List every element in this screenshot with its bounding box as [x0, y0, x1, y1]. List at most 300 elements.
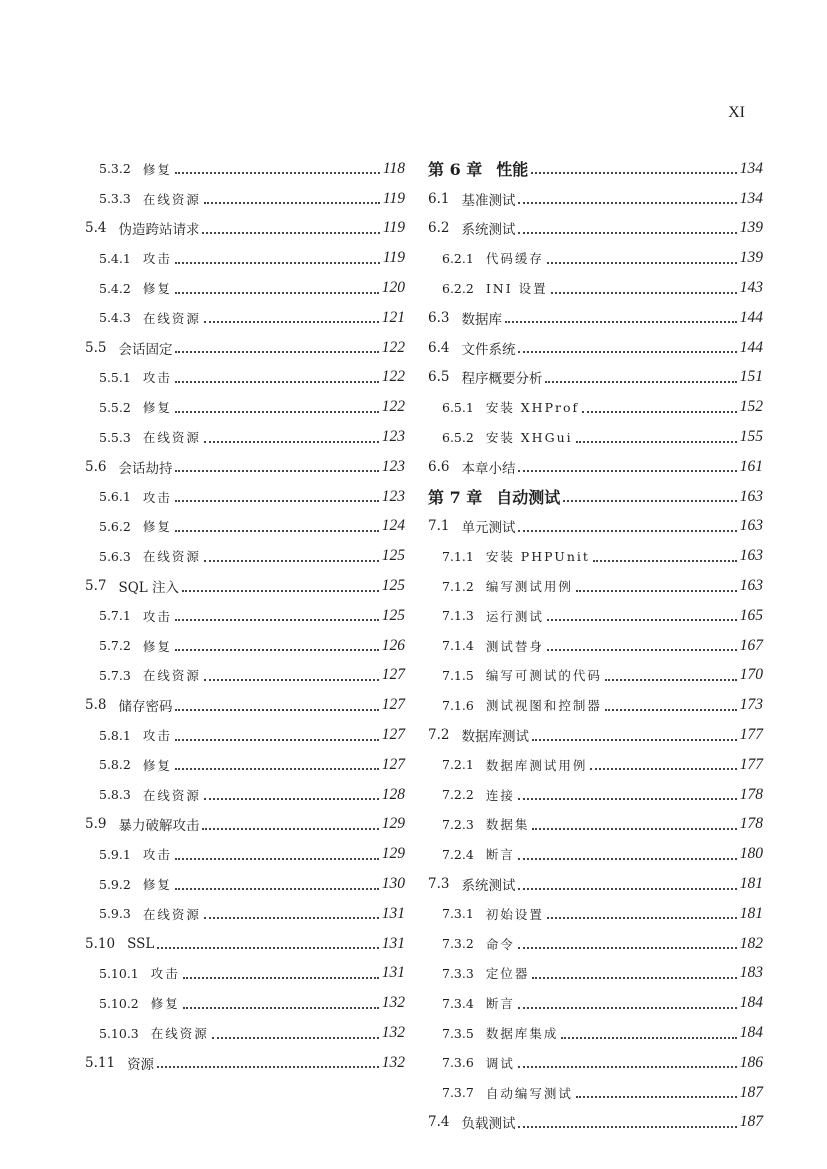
toc-entry-page: 139 — [739, 249, 763, 267]
toc-entry-number: 7.3.4 — [442, 995, 474, 1011]
toc-entry-number: 5.3.2 — [99, 161, 131, 177]
dot-leader — [576, 1095, 737, 1098]
toc-entry-title: 基准测试 — [461, 192, 516, 209]
toc-entry — [428, 661, 763, 691]
toc-entry-title: 攻击 — [142, 370, 172, 386]
toc-entry-title: 攻击 — [142, 489, 172, 505]
toc-entry-page: 170 — [739, 666, 763, 684]
toc-entry-number: 7.2.2 — [442, 787, 474, 803]
toc-entry-title: 修复 — [142, 757, 172, 773]
toc-entry-number: 7.2.1 — [442, 757, 474, 773]
toc-entry — [428, 899, 763, 929]
toc-entry-number: 7.2.3 — [442, 816, 474, 832]
toc-entry — [85, 154, 405, 184]
dot-leader — [576, 440, 737, 443]
toc-entry — [428, 839, 763, 869]
toc-entry-number: 5.9.2 — [99, 876, 131, 892]
toc-entry-page: 128 — [381, 785, 405, 803]
toc-entry-title: 自动编写测试 — [485, 1085, 573, 1101]
toc-entry-number: 5.7 — [85, 578, 107, 595]
toc-entry-title: 修复 — [142, 281, 172, 297]
dot-leader — [204, 201, 380, 204]
toc-entry-page: 182 — [739, 934, 763, 952]
toc-entry-title: INI 设置 — [485, 281, 548, 297]
toc-entry — [428, 601, 763, 631]
toc-entry-title: 本章小结 — [461, 460, 516, 477]
toc-entry-number: 7.4 — [428, 1114, 450, 1131]
toc-entry-title: SSL — [127, 935, 155, 952]
toc-entry-title: 储存密码 — [118, 699, 173, 716]
dot-leader — [531, 171, 736, 174]
toc-entry-page: 119 — [382, 189, 405, 207]
toc-entry-page: 127 — [381, 755, 405, 773]
toc-entry — [85, 482, 405, 512]
dot-leader — [202, 231, 379, 234]
toc-entry-page: 125 — [381, 547, 405, 565]
toc-entry-number: 5.8.3 — [99, 787, 131, 803]
toc-entry — [428, 631, 763, 661]
toc-entry-number: 7.1.6 — [442, 697, 474, 713]
toc-entry-page: 132 — [381, 994, 405, 1012]
toc-entry — [428, 184, 763, 214]
toc-entry-number: 6.2.2 — [442, 280, 474, 296]
toc-entry — [428, 1048, 763, 1078]
toc-entry-number: 5.3.3 — [99, 191, 131, 207]
toc-entry-number: 5.5.2 — [99, 399, 131, 415]
dot-leader — [175, 708, 378, 711]
toc-entry-page: 131 — [381, 904, 405, 922]
toc-entry-number: 5.6.3 — [99, 548, 131, 564]
toc-entry-number: 5.7.2 — [99, 638, 131, 654]
dot-leader — [551, 291, 737, 294]
toc-entry-number: 5.11 — [85, 1054, 116, 1071]
dot-leader — [204, 559, 379, 562]
toc-entry — [85, 810, 405, 840]
toc-entry-title: 修复 — [142, 519, 172, 535]
toc-entry-title: 修复 — [142, 400, 172, 416]
toc-entry — [428, 392, 763, 422]
toc-entry — [85, 243, 405, 273]
toc-entry — [428, 541, 763, 571]
toc-entry-page: 119 — [382, 249, 405, 267]
toc-entry-number: 7.1.1 — [442, 548, 474, 564]
toc-entry-page: 123 — [381, 428, 405, 446]
dot-leader — [175, 857, 379, 860]
toc-entry — [85, 333, 405, 363]
toc-entry-number: 5.9.3 — [99, 906, 131, 922]
dot-leader — [518, 887, 736, 890]
toc-entry-title: 单元测试 — [461, 520, 516, 537]
toc-entry-page: 134 — [739, 189, 763, 207]
toc-entry — [85, 959, 405, 989]
toc-entry — [428, 303, 763, 333]
dot-leader — [204, 320, 379, 323]
toc-entry-title: 断言 — [485, 996, 515, 1012]
toc-entry — [428, 1018, 763, 1048]
dot-leader — [175, 469, 378, 472]
toc-entry — [85, 929, 405, 959]
toc-entry-number: 5.5.1 — [99, 369, 131, 385]
toc-entry-page: 177 — [739, 755, 763, 773]
dot-leader — [518, 1125, 736, 1128]
dot-leader — [532, 976, 736, 979]
toc-entry-title: 系统测试 — [461, 222, 516, 239]
toc-entry-page: 122 — [381, 338, 405, 356]
toc-entry-page: 177 — [739, 726, 763, 744]
toc-entry-page: 130 — [381, 875, 405, 893]
dot-leader — [175, 529, 379, 532]
dot-leader — [593, 559, 737, 562]
toc-entry-page: 124 — [381, 517, 405, 535]
dot-leader — [204, 440, 379, 443]
toc-chapter-entry — [428, 154, 763, 184]
toc-entry-number: 5.4 — [85, 220, 107, 237]
toc-entry-page: 167 — [739, 636, 763, 654]
toc-entry-number: 6.2.1 — [442, 250, 474, 266]
dot-leader — [518, 857, 737, 860]
toc-entry-page: 152 — [739, 398, 763, 416]
toc-entry-title: 数据库测试 — [461, 729, 529, 746]
toc-entry-title: 修复 — [142, 161, 172, 177]
toc-entry-title: 测试替身 — [485, 638, 544, 654]
dot-leader — [518, 797, 737, 800]
toc-entry-title: SQL 注入 — [118, 580, 180, 597]
dot-leader — [175, 171, 380, 174]
toc-entry-title: 会话固定 — [118, 341, 173, 358]
toc-entry — [85, 214, 405, 244]
toc-entry — [85, 869, 405, 899]
toc-entry — [85, 512, 405, 542]
toc-entry-title: 修复 — [142, 638, 172, 654]
toc-entry — [85, 363, 405, 393]
toc-entry-page: 178 — [739, 815, 763, 833]
dot-leader — [175, 767, 379, 770]
toc-entry — [428, 750, 763, 780]
toc-entry-page: 163 — [739, 577, 763, 595]
toc-entry — [85, 899, 405, 929]
toc-entry-number: 7.1.4 — [442, 638, 474, 654]
toc-entry-page: 183 — [739, 964, 763, 982]
toc-entry-title: 负载测试 — [461, 1116, 516, 1133]
toc-entry-page: 161 — [739, 457, 763, 475]
toc-entry-title: 命令 — [485, 936, 515, 952]
toc-entry-page: 127 — [381, 726, 405, 744]
dot-leader — [175, 261, 380, 264]
toc-entry — [428, 959, 763, 989]
toc-entry-number: 7.3.5 — [442, 1025, 474, 1041]
toc-entry-number: 5.10.1 — [99, 965, 139, 981]
toc-entry-title: 在线资源 — [142, 191, 201, 207]
dot-leader — [518, 1006, 737, 1009]
toc-entry — [85, 422, 405, 452]
toc-entry-title: 数据库集成 — [485, 1026, 559, 1041]
toc-entry-number: 6.3 — [428, 309, 450, 326]
toc-entry-number: 5.10.2 — [99, 995, 139, 1011]
toc-entry-title: 会话劫持 — [118, 460, 173, 477]
page-number: XI — [728, 104, 745, 121]
toc-left-column — [85, 154, 405, 1078]
toc-entry-number: 5.8.2 — [99, 757, 131, 773]
dot-leader — [576, 589, 737, 592]
toc-entry-number: 7.3.2 — [442, 936, 474, 952]
dot-leader — [175, 350, 378, 353]
toc-entry-page: 187 — [739, 1113, 763, 1131]
toc-entry — [428, 869, 763, 899]
toc-entry-number: 7.1 — [428, 518, 450, 535]
toc-entry-number: 7.1.2 — [442, 578, 474, 594]
toc-entry-number: 第 7 章 — [428, 488, 483, 508]
toc-entry-number: 5.5 — [85, 339, 107, 356]
toc-entry-title: 在线资源 — [142, 430, 201, 446]
toc-entry-number: 5.8.1 — [99, 727, 131, 743]
toc-entry-title: 伪造跨站请求 — [118, 222, 200, 239]
toc-entry-number: 6.5.2 — [442, 429, 474, 445]
dot-leader — [183, 1006, 379, 1009]
dot-leader — [518, 946, 737, 949]
dot-leader — [175, 887, 379, 890]
toc-entry-number: 7.3.1 — [442, 906, 474, 922]
toc-entry-title: 编写可测试的代码 — [485, 668, 602, 684]
toc-entry-page: 155 — [739, 428, 763, 446]
dot-leader — [563, 499, 736, 502]
toc-entry-number: 5.6.2 — [99, 518, 131, 534]
toc-entry-page: 144 — [739, 308, 763, 326]
toc-entry-title: 性能 — [496, 160, 529, 180]
toc-entry — [85, 780, 405, 810]
toc-entry-page: 163 — [739, 517, 763, 535]
toc-entry — [428, 571, 763, 601]
toc-entry-title: 编写测试用例 — [485, 579, 573, 595]
toc-entry-page: 181 — [739, 875, 763, 893]
dot-leader — [532, 827, 736, 830]
toc-entry — [85, 541, 405, 571]
dot-leader — [175, 648, 379, 651]
toc-entry-number: 5.9 — [85, 816, 107, 833]
dot-leader — [605, 708, 737, 711]
toc-entry-title: 初始设置 — [485, 906, 544, 922]
dot-leader — [518, 231, 736, 234]
dot-leader — [605, 678, 737, 681]
toc-entry-title: 在线资源 — [142, 668, 201, 684]
toc-entry-page: 121 — [381, 308, 405, 326]
toc-entry-title: 程序概要分析 — [461, 371, 543, 388]
toc-entry-page: 139 — [739, 219, 763, 237]
toc-entry — [85, 661, 405, 691]
toc-entry-number: 5.7.3 — [99, 667, 131, 683]
toc-entry — [428, 988, 763, 1018]
toc-entry-number: 6.1 — [428, 190, 450, 207]
toc-entry-page: 123 — [381, 457, 405, 475]
toc-entry-page: 163 — [739, 547, 763, 565]
toc-entry-page: 123 — [381, 487, 405, 505]
toc-entry-title: 在线资源 — [142, 787, 201, 803]
dot-leader — [547, 648, 737, 651]
toc-chapter-entry — [428, 482, 763, 512]
toc-entry — [85, 601, 405, 631]
toc-entry — [428, 810, 763, 840]
toc-entry-page: 173 — [739, 696, 763, 714]
toc-entry-page: 132 — [381, 1024, 405, 1041]
toc-entry — [428, 780, 763, 810]
toc-entry-number: 6.4 — [428, 339, 450, 356]
toc-entry-number: 5.6 — [85, 458, 107, 475]
toc-entry — [85, 631, 405, 661]
toc-entry-title: 自动测试 — [496, 488, 561, 508]
toc-entry — [428, 363, 763, 393]
toc-entry-number: 第 6 章 — [428, 160, 483, 180]
toc-entry-title: 攻击 — [142, 728, 172, 744]
toc-entry — [85, 392, 405, 422]
toc-entry-title: 资源 — [127, 1056, 155, 1073]
toc-entry-title: 连接 — [485, 787, 515, 803]
toc-entry — [428, 720, 763, 750]
dot-leader — [518, 469, 736, 472]
toc-entry — [428, 214, 763, 244]
dot-leader — [547, 916, 737, 919]
toc-entry-title: 修复 — [142, 877, 172, 893]
dot-leader — [547, 618, 737, 621]
toc-entry — [428, 690, 763, 720]
dot-leader — [175, 410, 379, 413]
dot-leader — [183, 976, 379, 979]
toc-entry-page: 180 — [739, 845, 763, 863]
toc-entry-page: 125 — [381, 577, 405, 595]
dot-leader — [518, 1065, 737, 1068]
dot-leader — [545, 380, 736, 383]
toc-entry — [85, 273, 405, 303]
toc-entry — [85, 452, 405, 482]
toc-entry — [85, 750, 405, 780]
toc-entry-page: 125 — [381, 606, 405, 624]
toc-entry-page: 134 — [739, 159, 763, 177]
toc-entry-number: 7.1.5 — [442, 667, 474, 683]
dot-leader — [518, 529, 736, 532]
toc-entry-page: 184 — [739, 994, 763, 1012]
dot-leader — [157, 1065, 379, 1068]
toc-entry — [85, 839, 405, 869]
toc-entry-number: 6.5.1 — [442, 399, 474, 415]
toc-entry — [428, 1108, 763, 1138]
toc-entry — [85, 988, 405, 1018]
dot-leader — [175, 499, 379, 502]
toc-entry — [428, 333, 763, 363]
dot-leader — [204, 678, 379, 681]
toc-entry-number: 7.3.7 — [442, 1085, 474, 1101]
toc-entry-number: 7.3 — [428, 876, 450, 893]
toc-entry-number: 5.9.1 — [99, 846, 131, 862]
toc-entry-number: 7.3.6 — [442, 1055, 474, 1071]
toc-entry — [85, 690, 405, 720]
toc-entry-title: 运行测试 — [485, 608, 544, 624]
dot-leader — [182, 589, 379, 592]
toc-entry-title: 系统测试 — [461, 878, 516, 895]
toc-entry-title: 攻击 — [142, 251, 172, 267]
toc-entry — [428, 1078, 763, 1108]
toc-entry-page: 131 — [381, 934, 405, 952]
dot-leader — [175, 291, 379, 294]
toc-entry-number: 6.2 — [428, 220, 450, 237]
toc-entry-page: 151 — [739, 368, 763, 386]
dot-leader — [582, 410, 737, 413]
toc-entry-number: 6.5 — [428, 369, 450, 386]
toc-entry-title: 代码缓存 — [485, 251, 544, 267]
toc-entry — [428, 422, 763, 452]
toc-entry-title: 攻击 — [142, 608, 172, 624]
dot-leader — [212, 1036, 379, 1039]
dot-leader — [204, 916, 379, 919]
toc-entry-page: 178 — [739, 785, 763, 803]
dot-leader — [590, 767, 736, 770]
toc-entry — [85, 184, 405, 214]
toc-entry-title: 在线资源 — [142, 906, 201, 922]
toc-entry-title: 测试视图和控制器 — [485, 698, 602, 714]
toc-entry-title: 安装 XHProf — [485, 400, 580, 416]
toc-entry-title: 调试 — [485, 1055, 515, 1071]
toc-entry-page: 119 — [382, 219, 405, 237]
toc-entry-number: 5.6.1 — [99, 489, 131, 505]
toc-entry-number: 5.10.3 — [99, 1025, 139, 1041]
dot-leader — [175, 738, 379, 741]
toc-entry-page: 129 — [381, 815, 405, 833]
toc-entry — [85, 720, 405, 750]
toc-entry-title: 数据库 — [461, 311, 502, 328]
toc-entry — [428, 243, 763, 273]
dot-leader — [547, 261, 737, 264]
toc-entry-title: 安装 XHGui — [485, 430, 573, 446]
toc-entry-title: 在线资源 — [142, 310, 201, 326]
toc-entry — [85, 571, 405, 601]
toc-entry-title: 在线资源 — [150, 1026, 209, 1041]
toc-entry-page: 181 — [739, 904, 763, 922]
toc-entry-page: 126 — [381, 636, 405, 654]
toc-entry-title: 数据库测试用例 — [485, 757, 588, 773]
dot-leader — [505, 320, 737, 323]
dot-leader — [518, 201, 736, 204]
toc-entry — [428, 929, 763, 959]
dot-leader — [202, 827, 378, 830]
toc-entry-page: 187 — [739, 1083, 763, 1101]
toc-entry-page: 143 — [739, 279, 763, 297]
toc-entry-title: 攻击 — [150, 966, 180, 982]
toc-entry-title: 定位器 — [485, 966, 530, 982]
dot-leader — [175, 380, 379, 383]
toc-entry-page: 127 — [381, 696, 405, 714]
toc-entry-title: 在线资源 — [142, 549, 201, 565]
toc-entry-title: 安装 PHPUnit — [485, 549, 590, 565]
dot-leader — [175, 618, 379, 621]
toc-entry-number: 5.10 — [85, 935, 116, 952]
toc-entry-page: 118 — [382, 159, 405, 177]
toc-entry-page: 122 — [381, 398, 405, 416]
toc-entry-title: 修复 — [150, 996, 180, 1012]
toc-entry-page: 120 — [381, 279, 405, 297]
toc-entry-number: 7.2 — [428, 727, 450, 744]
toc-entry-page: 127 — [381, 666, 405, 684]
dot-leader — [157, 946, 378, 949]
toc-entry-page: 132 — [381, 1053, 405, 1071]
toc-entry — [85, 1018, 405, 1048]
toc-entry-number: 5.4.3 — [99, 310, 131, 326]
toc-entry-page: 186 — [739, 1053, 763, 1071]
dot-leader — [532, 738, 737, 741]
toc-entry-number: 5.7.1 — [99, 608, 131, 624]
toc-entry-page: 165 — [739, 606, 763, 624]
toc-entry-title: 数据集 — [485, 817, 530, 833]
dot-leader — [518, 350, 736, 353]
toc-entry-number: 7.3.3 — [442, 965, 474, 981]
toc-entry-number: 5.4.1 — [99, 250, 131, 266]
toc-entry-page: 163 — [739, 487, 763, 505]
